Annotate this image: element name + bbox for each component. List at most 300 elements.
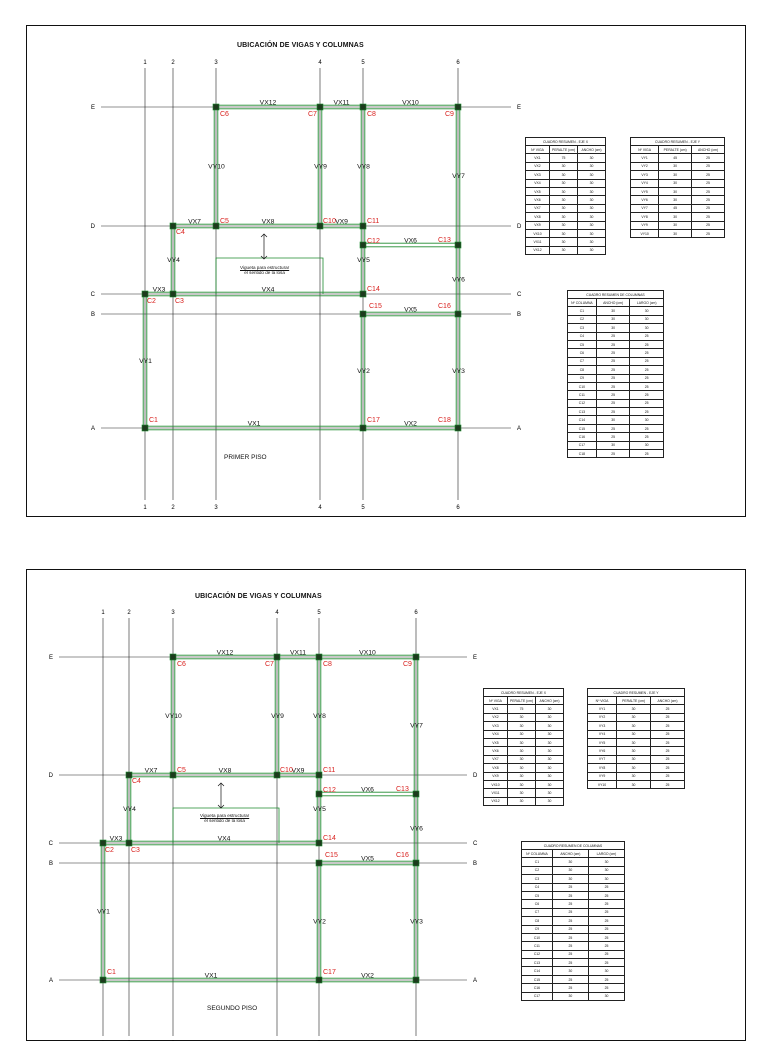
column-C12 [316,791,322,797]
schedule-cell: 30 [578,162,606,170]
beam-label-VX3: VX3 [152,286,166,294]
beam-label-VX2: VX2 [404,420,417,428]
schedule-cell: 30 [588,967,624,975]
column-label-C7: C7 [265,661,274,668]
column-C16 [413,860,419,866]
schedule-cell: 30 [508,730,536,738]
schedule-cell: 25 [588,908,624,916]
schedule-cell: 25 [552,984,588,992]
column-label-C14: C14 [323,835,336,842]
schedule-cell: 25 [552,900,588,908]
schedule-cell: VX7 [526,204,550,212]
schedule-cell: 25 [552,975,588,983]
schedule-header-cell: LARGO (cm) [588,850,624,858]
beam-label-VX2: VX2 [361,972,374,980]
schedule-row [526,238,606,246]
schedule-cell: VX7 [484,755,508,763]
schedule-row [522,933,625,941]
schedule-cell: 30 [617,738,651,746]
schedule-cell: 25 [630,332,664,340]
column-schedule [567,290,664,458]
beam-label-VX4: VX4 [261,286,275,294]
schedule-cell: 30 [508,797,536,805]
schedule-cell: 25 [588,891,624,899]
schedule-cell: 25 [596,399,630,407]
schedule-cell: 30 [536,722,564,730]
schedule-cell: VX6 [526,196,550,204]
schedule-row [588,738,685,746]
schedule-cell: 30 [550,221,578,229]
schedule-cell: 30 [508,755,536,763]
schedule-cell: 25 [596,433,630,441]
column-label-C2: C2 [105,847,114,854]
joist-note-line1: Vigueta para estructurar [240,265,290,270]
beam-label-VX3: VX3 [109,835,123,843]
schedule-cell: C10 [568,382,597,390]
beam-label-VY2: VY2 [313,918,326,926]
axis-label-2: 2 [171,60,175,66]
schedule-row [522,925,625,933]
schedule-cell: 30 [536,755,564,763]
schedule-cell: VY4 [631,179,659,187]
schedule-row [526,221,606,229]
schedule-cell: VX11 [484,789,508,797]
floor-plan-drawing [27,570,745,1040]
column-C11 [360,223,366,229]
schedule-row [568,340,664,348]
schedule-cell: VY4 [588,730,617,738]
axis-label-E: E [90,105,95,112]
schedule-cell: 25 [552,959,588,967]
schedule-header-cell: ANCHO (cm) [596,299,630,307]
schedule-row [631,179,725,187]
schedule-cell: 30 [659,171,692,179]
schedule-title: CUADRO RESUMEN DE COLUMNAS [567,290,664,298]
schedule-cell: C6 [522,900,553,908]
schedule-cell: 30 [550,171,578,179]
column-label-C10: C10 [323,218,336,225]
schedule-cell: 75 [508,705,536,713]
column-C9 [413,654,419,660]
schedule-cell: VX1 [484,705,508,713]
column-C5 [213,223,219,229]
schedule-cell: 25 [692,179,725,187]
schedule-cell: 25 [552,933,588,941]
axis-label-6: 6 [456,505,460,511]
schedule-cell: 25 [630,374,664,382]
schedule-cell: 30 [550,204,578,212]
schedule-cell: 30 [552,875,588,883]
schedule-cell: 30 [617,755,651,763]
column-label-C12: C12 [367,238,380,245]
beam-label-VY1: VY1 [139,358,152,365]
schedule-cell: VY1 [631,154,659,162]
schedule-cell: C8 [522,917,553,925]
beam-schedule-y [587,688,685,789]
beam-schedule-y [630,137,725,238]
schedule-cell: 30 [536,780,564,788]
beam-label-VY6: VY6 [410,825,423,833]
beam-label-VX9: VX9 [291,767,305,775]
schedule-row [588,780,685,788]
schedule-row [526,246,606,254]
schedule-cell: 30 [550,196,578,204]
schedule-cell: 25 [651,755,685,763]
axis-label-C: C [48,841,53,848]
schedule-cell: VY6 [631,196,659,204]
schedule-row [526,196,606,204]
schedule-header-row [631,146,725,154]
column-label-C1: C1 [107,969,116,976]
schedule-cell: 30 [588,992,624,1000]
axis-label-E: E [517,105,522,112]
column-C14 [360,291,366,297]
beam-label-VY8: VY8 [357,163,370,171]
schedule-cell: 25 [596,450,630,458]
column-label-C16: C16 [396,852,409,859]
beam-schedule-x [525,137,606,255]
column-C3 [126,840,132,846]
schedule-cell: 25 [651,747,685,755]
floor-label: PRIMER PISO [224,454,267,461]
axis-label-2: 2 [127,610,131,616]
column-label-C5: C5 [220,218,229,225]
schedule-cell: 30 [588,858,624,866]
beam-label-VY2: VY2 [357,368,370,375]
joist-note-line2: el sentido de la losa [204,818,245,824]
column-label-C18: C18 [438,417,451,424]
schedule-cell: 25 [630,349,664,357]
schedule-row [526,204,606,212]
schedule-cell: 30 [617,772,651,780]
column-label-C13: C13 [396,786,409,793]
schedule-row [588,722,685,730]
schedule-cell: C13 [522,959,553,967]
schedule-header-row [568,299,664,307]
schedule-title: CUADRO RESUMEN - EJE X [525,137,606,145]
sheet-primer-piso [26,25,746,517]
schedule-header-cell: ANCHO (cm) [578,146,606,154]
schedule-row [568,307,664,315]
schedule-cell: 25 [692,213,725,221]
column-C15 [360,311,366,317]
schedule-title: CUADRO RESUMEN - EJE Y [587,688,685,696]
schedule-row [568,408,664,416]
beam-label-VX6: VX6 [361,786,374,794]
schedule-cell: 30 [536,772,564,780]
schedule-row [568,391,664,399]
schedule-cell: 25 [588,950,624,958]
schedule-cell: 25 [630,357,664,365]
axis-label-B: B [90,312,95,319]
schedule-row [588,713,685,721]
beam-label-VY9: VY9 [271,713,284,720]
schedule-cell: 25 [651,780,685,788]
schedule-cell: VY9 [631,221,659,229]
schedule-row [484,713,564,721]
schedule-cell: VX4 [484,730,508,738]
schedule-header-cell: Nº VIGA [526,146,550,154]
schedule-row [526,171,606,179]
beam-label-VX7: VX7 [188,218,201,226]
column-C18 [455,425,461,431]
schedule-row [631,204,725,212]
schedule-cell: 25 [630,382,664,390]
schedule-row [568,433,664,441]
schedule-row [522,950,625,958]
column-C11 [316,772,322,778]
schedule-cell: 25 [588,959,624,967]
schedule-cell: 25 [552,908,588,916]
schedule-cell: VX12 [484,797,508,805]
schedule-cell: C15 [568,424,597,432]
schedule-cell: 25 [596,366,630,374]
beam-label-VY4: VY4 [123,806,136,813]
schedule-cell: C1 [568,307,597,315]
schedule-cell: 25 [692,221,725,229]
schedule-cell: 30 [552,967,588,975]
joist-note [200,813,249,824]
schedule-cell: 25 [651,764,685,772]
schedule-cell: 30 [578,171,606,179]
joist-note-line2: el sentido de la losa [244,270,285,276]
schedule-cell: 45 [659,204,692,212]
beam-label-VX10: VX10 [402,99,419,107]
schedule-cell: 30 [596,441,630,449]
schedule-cell: 30 [617,747,651,755]
schedule-cell: 30 [536,747,564,755]
schedule-cell: 25 [588,942,624,950]
axis-label-D: D [473,773,478,780]
beam-label-VX8: VX8 [261,218,275,226]
column-label-C5: C5 [177,767,186,774]
schedule-row [568,357,664,365]
axis-label-C: C [90,292,95,299]
schedule-header-cell: Nº VIGA [631,146,659,154]
schedule-cell: 30 [550,162,578,170]
schedule-cell: VY5 [631,187,659,195]
beam-label-VY9: VY9 [314,163,327,171]
schedule-cell: 75 [550,154,578,162]
axis-label-A: A [90,426,95,433]
column-label-C8: C8 [323,661,332,668]
schedule-cell: 30 [596,324,630,332]
schedule-row [522,858,625,866]
schedule-header-row [522,850,625,858]
column-label-C1: C1 [149,417,158,424]
axis-label-5: 5 [361,60,365,66]
schedule-cell: VX8 [484,764,508,772]
schedule-cell: 25 [588,975,624,983]
axis-label-B: B [517,312,522,319]
schedule-cell: C12 [522,950,553,958]
schedule-row [522,992,625,1000]
schedule-cell: VX5 [484,738,508,746]
schedule-cell: 30 [550,213,578,221]
schedule-cell: C5 [522,891,553,899]
axis-label-3: 3 [214,60,218,66]
schedule-cell: 25 [692,229,725,237]
schedule-row [522,875,625,883]
schedule-cell: C7 [568,357,597,365]
schedule-row [588,747,685,755]
beam-label-VY10: VY10 [165,713,182,720]
axis-label-D: D [90,224,95,231]
beam-label-VY5: VY5 [357,257,370,264]
column-C13 [413,791,419,797]
schedule-cell: C16 [522,984,553,992]
schedule-cell: 30 [578,187,606,195]
beam-label-VY10: VY10 [208,163,225,171]
schedule-cell: VY9 [588,772,617,780]
axis-label-B: B [48,861,53,868]
schedule-cell: 30 [508,789,536,797]
axis-label-1: 1 [143,60,147,66]
schedule-cell: C9 [522,925,553,933]
schedule-cell: C12 [568,399,597,407]
column-C17 [360,425,366,431]
schedule-cell: 25 [692,204,725,212]
schedule-cell: 25 [552,891,588,899]
schedule-row [631,196,725,204]
column-C12 [360,242,366,248]
schedule-header-cell: Nº VIGA [484,697,508,705]
beam-label-VX1: VX1 [204,972,218,980]
schedule-cell: VY10 [588,780,617,788]
column-C1 [100,977,106,983]
schedule-header-cell: Nº COLUMNA [522,850,553,858]
schedule-row [568,324,664,332]
schedule-row [568,332,664,340]
schedule-cell: 25 [552,925,588,933]
schedule-cell: 25 [588,933,624,941]
schedule-cell: 30 [578,213,606,221]
axis-label-E: E [48,655,53,662]
column-label-C3: C3 [131,847,140,854]
axis-label-6: 6 [456,60,460,66]
schedule-row [568,349,664,357]
schedule-title: CUADRO RESUMEN DE COLUMNAS [521,841,625,849]
schedule-cell: 30 [617,722,651,730]
schedule-header-cell: ANCHO (cm) [552,850,588,858]
schedule-cell: 30 [596,307,630,315]
schedule-cell: VX1 [526,154,550,162]
schedule-row [568,315,664,323]
axis-label-5: 5 [361,505,365,511]
schedule-cell: 30 [578,246,606,254]
schedule-cell: VY6 [588,747,617,755]
schedule-row [484,747,564,755]
beam-label-VX12: VX12 [259,99,277,107]
schedule-cell: 30 [596,315,630,323]
schedule-row [484,797,564,805]
schedule-cell: C11 [522,942,553,950]
schedule-cell: VY1 [588,705,617,713]
schedule-row [526,179,606,187]
schedule-cell: C2 [568,315,597,323]
schedule-cell: 30 [659,162,692,170]
schedule-row [588,764,685,772]
schedule-cell: 30 [578,179,606,187]
beam-label-VX11: VX11 [333,99,350,107]
beam-label-VY7: VY7 [452,173,465,180]
schedule-row [522,891,625,899]
schedule-cell: 30 [508,747,536,755]
schedule-cell: 30 [508,764,536,772]
schedule-cell: 25 [692,187,725,195]
column-label-C6: C6 [177,661,186,668]
schedule-cell: 25 [596,340,630,348]
schedule-row [484,772,564,780]
beam-label-VX9: VX9 [335,218,348,226]
schedule-cell: 25 [651,722,685,730]
schedule-row [526,162,606,170]
schedule-cell: 25 [651,705,685,713]
column-label-C9: C9 [403,661,412,668]
axis-label-A: A [517,426,522,433]
schedule-header-cell: PERALTE (cm) [508,697,536,705]
schedule-cell: 30 [536,789,564,797]
beam-label-VY6: VY6 [452,276,465,284]
schedule-cell: 30 [508,772,536,780]
column-label-C16: C16 [438,303,451,310]
beam-label-VX5: VX5 [404,306,417,314]
schedule-cell: 30 [596,416,630,424]
schedule-cell: VY7 [631,204,659,212]
schedule-row [631,171,725,179]
schedule-row [631,162,725,170]
schedule-cell: 30 [550,246,578,254]
schedule-cell: 25 [630,408,664,416]
schedule-row [568,450,664,458]
schedule-cell: 25 [630,424,664,432]
schedule-cell: 30 [578,229,606,237]
schedule-cell: VX11 [526,238,550,246]
schedule-header-cell: PERALTE (cm) [617,697,651,705]
schedule-row [522,908,625,916]
schedule-row [588,705,685,713]
schedule-row [631,187,725,195]
schedule-cell: 25 [596,374,630,382]
schedule-row [522,866,625,874]
schedule-cell: 30 [550,187,578,195]
schedule-cell: VX3 [526,171,550,179]
schedule-cell: 30 [617,730,651,738]
schedule-cell: C3 [568,324,597,332]
schedule-cell: C14 [568,416,597,424]
schedule-cell: 30 [630,441,664,449]
schedule-cell: VX5 [526,187,550,195]
schedule-header-cell: Nº VIGA [588,697,617,705]
schedule-header-cell: ANCHO (cm) [651,697,685,705]
schedule-cell: C17 [522,992,553,1000]
schedule-cell: VX10 [526,229,550,237]
axis-label-2: 2 [171,505,175,511]
schedule-row [631,213,725,221]
schedule-header-row [484,697,564,705]
schedule-cell: C18 [568,450,597,458]
schedule-cell: C5 [568,340,597,348]
schedule-cell: VX4 [526,179,550,187]
beam-label-VX10: VX10 [359,649,376,657]
schedule-cell: 45 [659,154,692,162]
beam-label-VY5: VY5 [313,806,326,813]
schedule-row [522,967,625,975]
schedule-row [484,738,564,746]
schedule-header-row [526,146,606,154]
schedule-row [522,917,625,925]
schedule-row [568,424,664,432]
